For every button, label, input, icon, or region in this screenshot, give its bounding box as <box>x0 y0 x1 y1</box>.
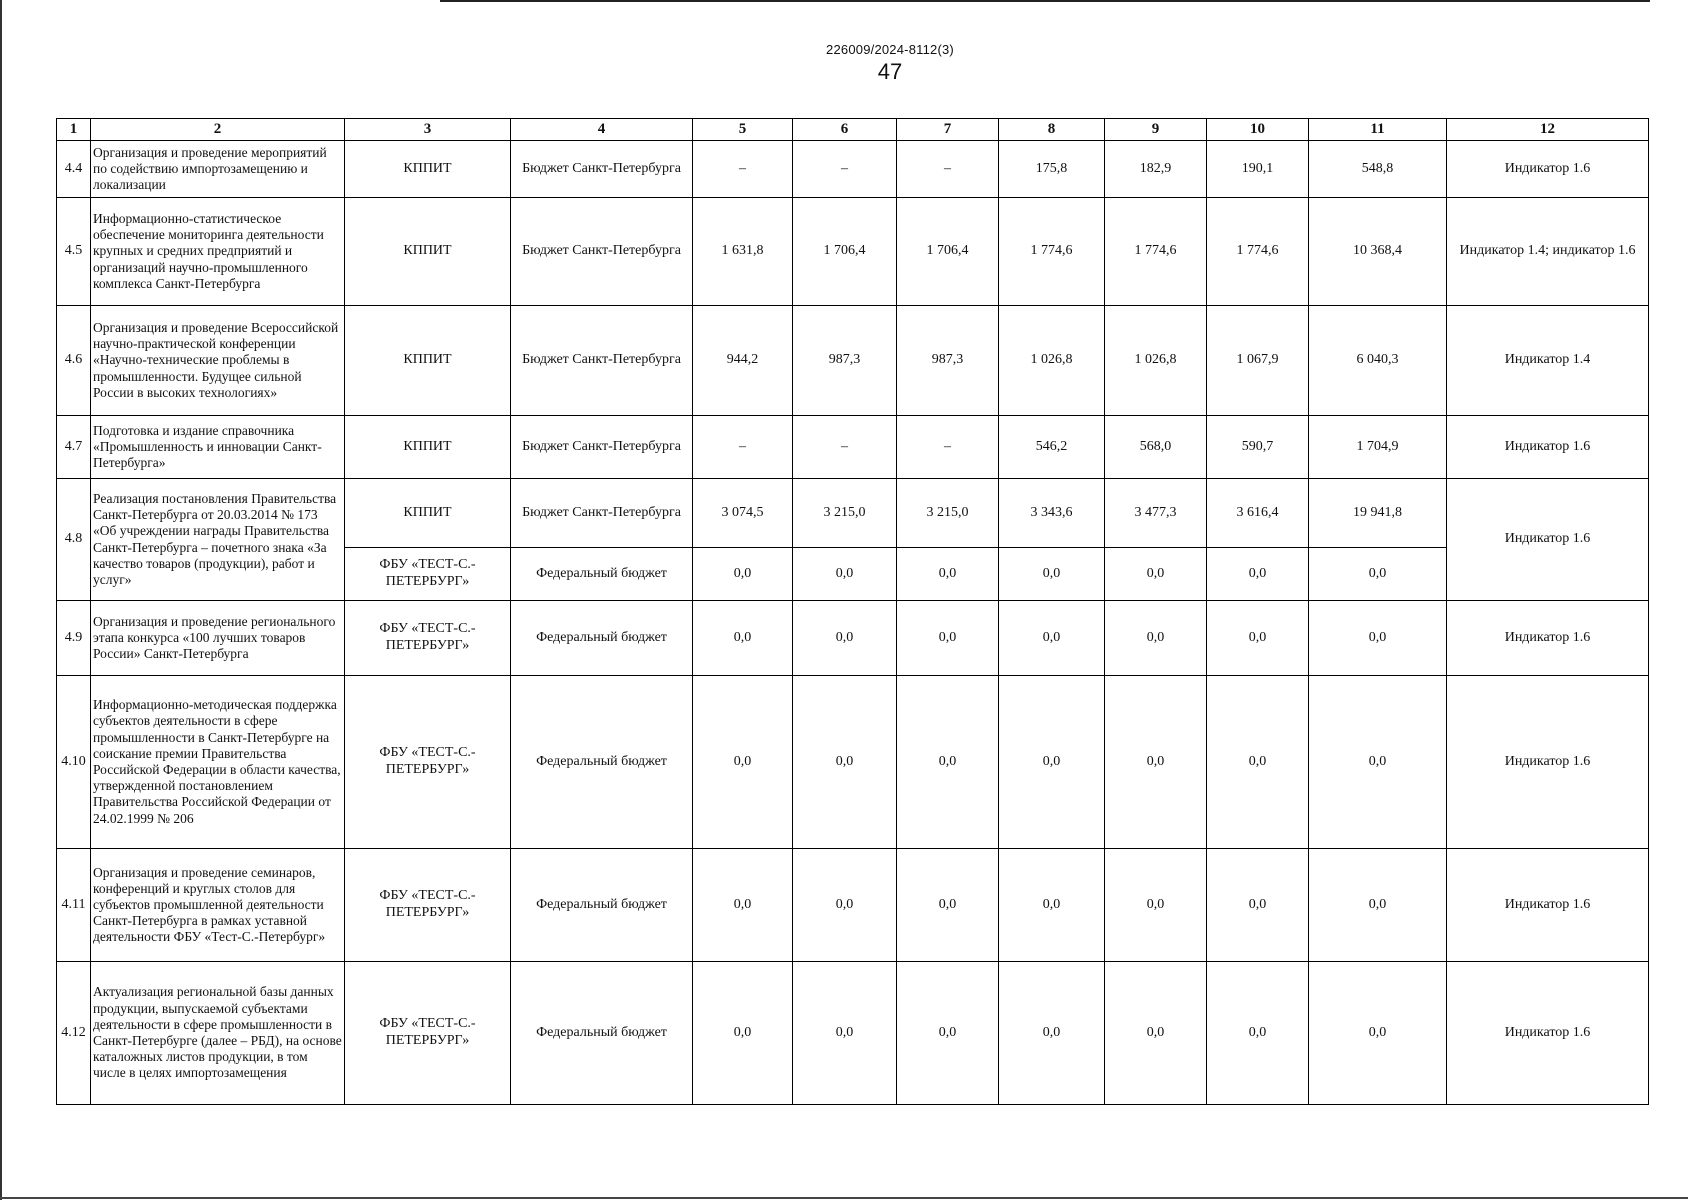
row-number: 4.12 <box>57 962 91 1105</box>
total-cell: 0,0 <box>1309 849 1447 962</box>
total-cell: 0,0 <box>1309 601 1447 676</box>
column-header: 1 <box>57 119 91 141</box>
value-cell: – <box>693 141 793 198</box>
value-cell: 3 477,3 <box>1105 479 1207 548</box>
value-cell: 0,0 <box>897 548 999 601</box>
value-cell: – <box>793 141 897 198</box>
executor-cell: КППИТ <box>345 479 511 548</box>
value-cell: 0,0 <box>1207 601 1309 676</box>
row-number: 4.11 <box>57 849 91 962</box>
indicator-cell: Индикатор 1.4 <box>1447 306 1649 416</box>
row-number: 4.10 <box>57 676 91 849</box>
executor-cell: КППИТ <box>345 416 511 479</box>
executor-cell: ФБУ «ТЕСТ-С.-ПЕТЕРБУРГ» <box>345 601 511 676</box>
value-cell: 0,0 <box>793 548 897 601</box>
value-cell: 0,0 <box>897 962 999 1105</box>
value-cell: 0,0 <box>693 962 793 1105</box>
table-row <box>57 198 1649 306</box>
value-cell: – <box>793 416 897 479</box>
value-cell: – <box>897 416 999 479</box>
row-number: 4.9 <box>57 601 91 676</box>
value-cell: 0,0 <box>1105 676 1207 849</box>
value-cell: 0,0 <box>897 601 999 676</box>
indicator-cell: Индикатор 1.6 <box>1447 676 1649 849</box>
value-cell: 546,2 <box>999 416 1105 479</box>
funding-source-cell: Бюджет Санкт-Петербурга <box>511 479 693 548</box>
value-cell: 0,0 <box>793 676 897 849</box>
executor-cell: ФБУ «ТЕСТ-С.-ПЕТЕРБУРГ» <box>345 962 511 1105</box>
value-cell: – <box>693 416 793 479</box>
measure-description: Организация и проведение мероприятий по содействию импортозамещению и локализации <box>91 141 345 198</box>
value-cell: 1 026,8 <box>1105 306 1207 416</box>
value-cell: 0,0 <box>793 601 897 676</box>
program-measures-table <box>56 118 1649 1105</box>
table-row <box>57 479 1649 548</box>
value-cell: 0,0 <box>897 849 999 962</box>
value-cell: 0,0 <box>693 601 793 676</box>
measure-description: Реализация постановления Правительства Санкт-Петербурга от 20.03.2014 № 173 «Об учреждении награды Правительства Санкт-Петербурга – почетного знака «За качество товаров (продукции), работ и услуг» <box>91 479 345 601</box>
column-number-row <box>57 119 1649 141</box>
executor-cell: ФБУ «ТЕСТ-С.-ПЕТЕРБУРГ» <box>345 548 511 601</box>
total-cell: 10 368,4 <box>1309 198 1447 306</box>
page-number: 47 <box>877 59 903 84</box>
column-header: 9 <box>1105 119 1207 141</box>
value-cell: 190,1 <box>1207 141 1309 198</box>
value-cell: 0,0 <box>693 849 793 962</box>
column-header: 5 <box>693 119 793 141</box>
column-header: 3 <box>345 119 511 141</box>
indicator-cell: Индикатор 1.6 <box>1447 849 1649 962</box>
value-cell: 0,0 <box>999 962 1105 1105</box>
column-header: 2 <box>91 119 345 141</box>
row-number: 4.8 <box>57 479 91 601</box>
table-row <box>57 849 1649 962</box>
value-cell: – <box>897 141 999 198</box>
scan-edge-top <box>440 0 1650 2</box>
indicator-cell: Индикатор 1.6 <box>1447 416 1649 479</box>
value-cell: 1 026,8 <box>999 306 1105 416</box>
indicator-cell: Индикатор 1.6 <box>1447 141 1649 198</box>
funding-source-cell: Бюджет Санкт-Петербурга <box>511 198 693 306</box>
value-cell: 0,0 <box>1105 601 1207 676</box>
value-cell: 0,0 <box>693 548 793 601</box>
measure-description: Информационно-статистическое обеспечение мониторинга деятельности крупных и средних предприятий и организаций научно-промышленного комплекса Санкт-Петербурга <box>91 198 345 306</box>
column-header: 11 <box>1309 119 1447 141</box>
value-cell: 944,2 <box>693 306 793 416</box>
executor-cell: КППИТ <box>345 141 511 198</box>
funding-source-cell: Бюджет Санкт-Петербурга <box>511 416 693 479</box>
value-cell: 1 774,6 <box>1105 198 1207 306</box>
value-cell: 3 215,0 <box>793 479 897 548</box>
measure-description: Актуализация региональной базы данных продукции, выпускаемой субъектами деятельности в сфере промышленности в Санкт-Петербурге (далее – РБД), на основе каталожных листов продукции, в том числе в целях импортозамещения <box>91 962 345 1105</box>
column-header: 4 <box>511 119 693 141</box>
column-header: 7 <box>897 119 999 141</box>
value-cell: 987,3 <box>793 306 897 416</box>
table-row <box>57 676 1649 849</box>
value-cell: 568,0 <box>1105 416 1207 479</box>
funding-source-cell: Бюджет Санкт-Петербурга <box>511 306 693 416</box>
total-cell: 548,8 <box>1309 141 1447 198</box>
executor-cell: КППИТ <box>345 306 511 416</box>
total-cell: 0,0 <box>1309 548 1447 601</box>
value-cell: 0,0 <box>1105 548 1207 601</box>
value-cell: 1 706,4 <box>897 198 999 306</box>
value-cell: 0,0 <box>793 962 897 1105</box>
indicator-cell: Индикатор 1.4; индикатор 1.6 <box>1447 198 1649 306</box>
executor-cell: ФБУ «ТЕСТ-С.-ПЕТЕРБУРГ» <box>345 849 511 962</box>
value-cell: 0,0 <box>1207 962 1309 1105</box>
measure-description: Информационно-методическая поддержка субъектов деятельности в сфере промышленности в Санкт-Петербурге на соискание премии Правительства Российской Федерации в области качества, утвержденной постановлением Правительства Российской Федерации от 24.02.1999 № 206 <box>91 676 345 849</box>
funding-source-cell: Федеральный бюджет <box>511 962 693 1105</box>
value-cell: 0,0 <box>1207 849 1309 962</box>
total-cell: 6 040,3 <box>1309 306 1447 416</box>
funding-source-cell: Бюджет Санкт-Петербурга <box>511 141 693 198</box>
executor-cell: КППИТ <box>345 198 511 306</box>
table-row <box>57 601 1649 676</box>
measure-description: Организация и проведение регионального этапа конкурса «100 лучших товаров России» Санкт-Петербурга <box>91 601 345 676</box>
value-cell: 175,8 <box>999 141 1105 198</box>
value-cell: 0,0 <box>999 548 1105 601</box>
row-number: 4.7 <box>57 416 91 479</box>
column-header: 10 <box>1207 119 1309 141</box>
table-row <box>57 962 1649 1105</box>
value-cell: 0,0 <box>693 676 793 849</box>
total-cell: 19 941,8 <box>1309 479 1447 548</box>
value-cell: 1 774,6 <box>999 198 1105 306</box>
table-row <box>57 416 1649 479</box>
column-header: 8 <box>999 119 1105 141</box>
column-header: 6 <box>793 119 897 141</box>
value-cell: 590,7 <box>1207 416 1309 479</box>
value-cell: 1 631,8 <box>693 198 793 306</box>
value-cell: 0,0 <box>1207 676 1309 849</box>
value-cell: 1 774,6 <box>1207 198 1309 306</box>
total-cell: 0,0 <box>1309 962 1447 1105</box>
table-row <box>57 141 1649 198</box>
funding-source-cell: Федеральный бюджет <box>511 676 693 849</box>
value-cell: 0,0 <box>897 676 999 849</box>
value-cell: 0,0 <box>999 601 1105 676</box>
funding-source-cell: Федеральный бюджет <box>511 849 693 962</box>
total-cell: 1 704,9 <box>1309 416 1447 479</box>
scan-edge-left <box>0 0 2 1200</box>
value-cell: 1 706,4 <box>793 198 897 306</box>
value-cell: 1 067,9 <box>1207 306 1309 416</box>
value-cell: 3 343,6 <box>999 479 1105 548</box>
indicator-cell: Индикатор 1.6 <box>1447 962 1649 1105</box>
scan-edge-bottom <box>0 1197 1688 1199</box>
value-cell: 3 616,4 <box>1207 479 1309 548</box>
value-cell: 0,0 <box>999 676 1105 849</box>
row-number: 4.6 <box>57 306 91 416</box>
value-cell: 182,9 <box>1105 141 1207 198</box>
measure-description: Организация и проведение Всероссийской научно-практической конференции «Научно-технические проблемы в промышленности. Будущее сильной России в высоких технологиях» <box>91 306 345 416</box>
total-cell: 0,0 <box>1309 676 1447 849</box>
document-number: 226009/2024-8112(3) <box>826 42 954 57</box>
measure-description: Организация и проведение семинаров, конференций и круглых столов для субъектов промышленной деятельности Санкт-Петербурга в рамках уставной деятельности ФБУ «Тест-С.-Петербург» <box>91 849 345 962</box>
value-cell: 987,3 <box>897 306 999 416</box>
row-number: 4.4 <box>57 141 91 198</box>
value-cell: 3 074,5 <box>693 479 793 548</box>
value-cell: 0,0 <box>999 849 1105 962</box>
row-number: 4.5 <box>57 198 91 306</box>
executor-cell: ФБУ «ТЕСТ-С.-ПЕТЕРБУРГ» <box>345 676 511 849</box>
table-row <box>57 306 1649 416</box>
indicator-cell: Индикатор 1.6 <box>1447 601 1649 676</box>
funding-source-cell: Федеральный бюджет <box>511 548 693 601</box>
value-cell: 0,0 <box>1207 548 1309 601</box>
value-cell: 0,0 <box>1105 962 1207 1105</box>
funding-source-cell: Федеральный бюджет <box>511 601 693 676</box>
value-cell: 3 215,0 <box>897 479 999 548</box>
indicator-cell: Индикатор 1.6 <box>1447 479 1649 601</box>
value-cell: 0,0 <box>793 849 897 962</box>
column-header: 12 <box>1447 119 1649 141</box>
measure-description: Подготовка и издание справочника «Промышленность и инновации Санкт-Петербурга» <box>91 416 345 479</box>
value-cell: 0,0 <box>1105 849 1207 962</box>
